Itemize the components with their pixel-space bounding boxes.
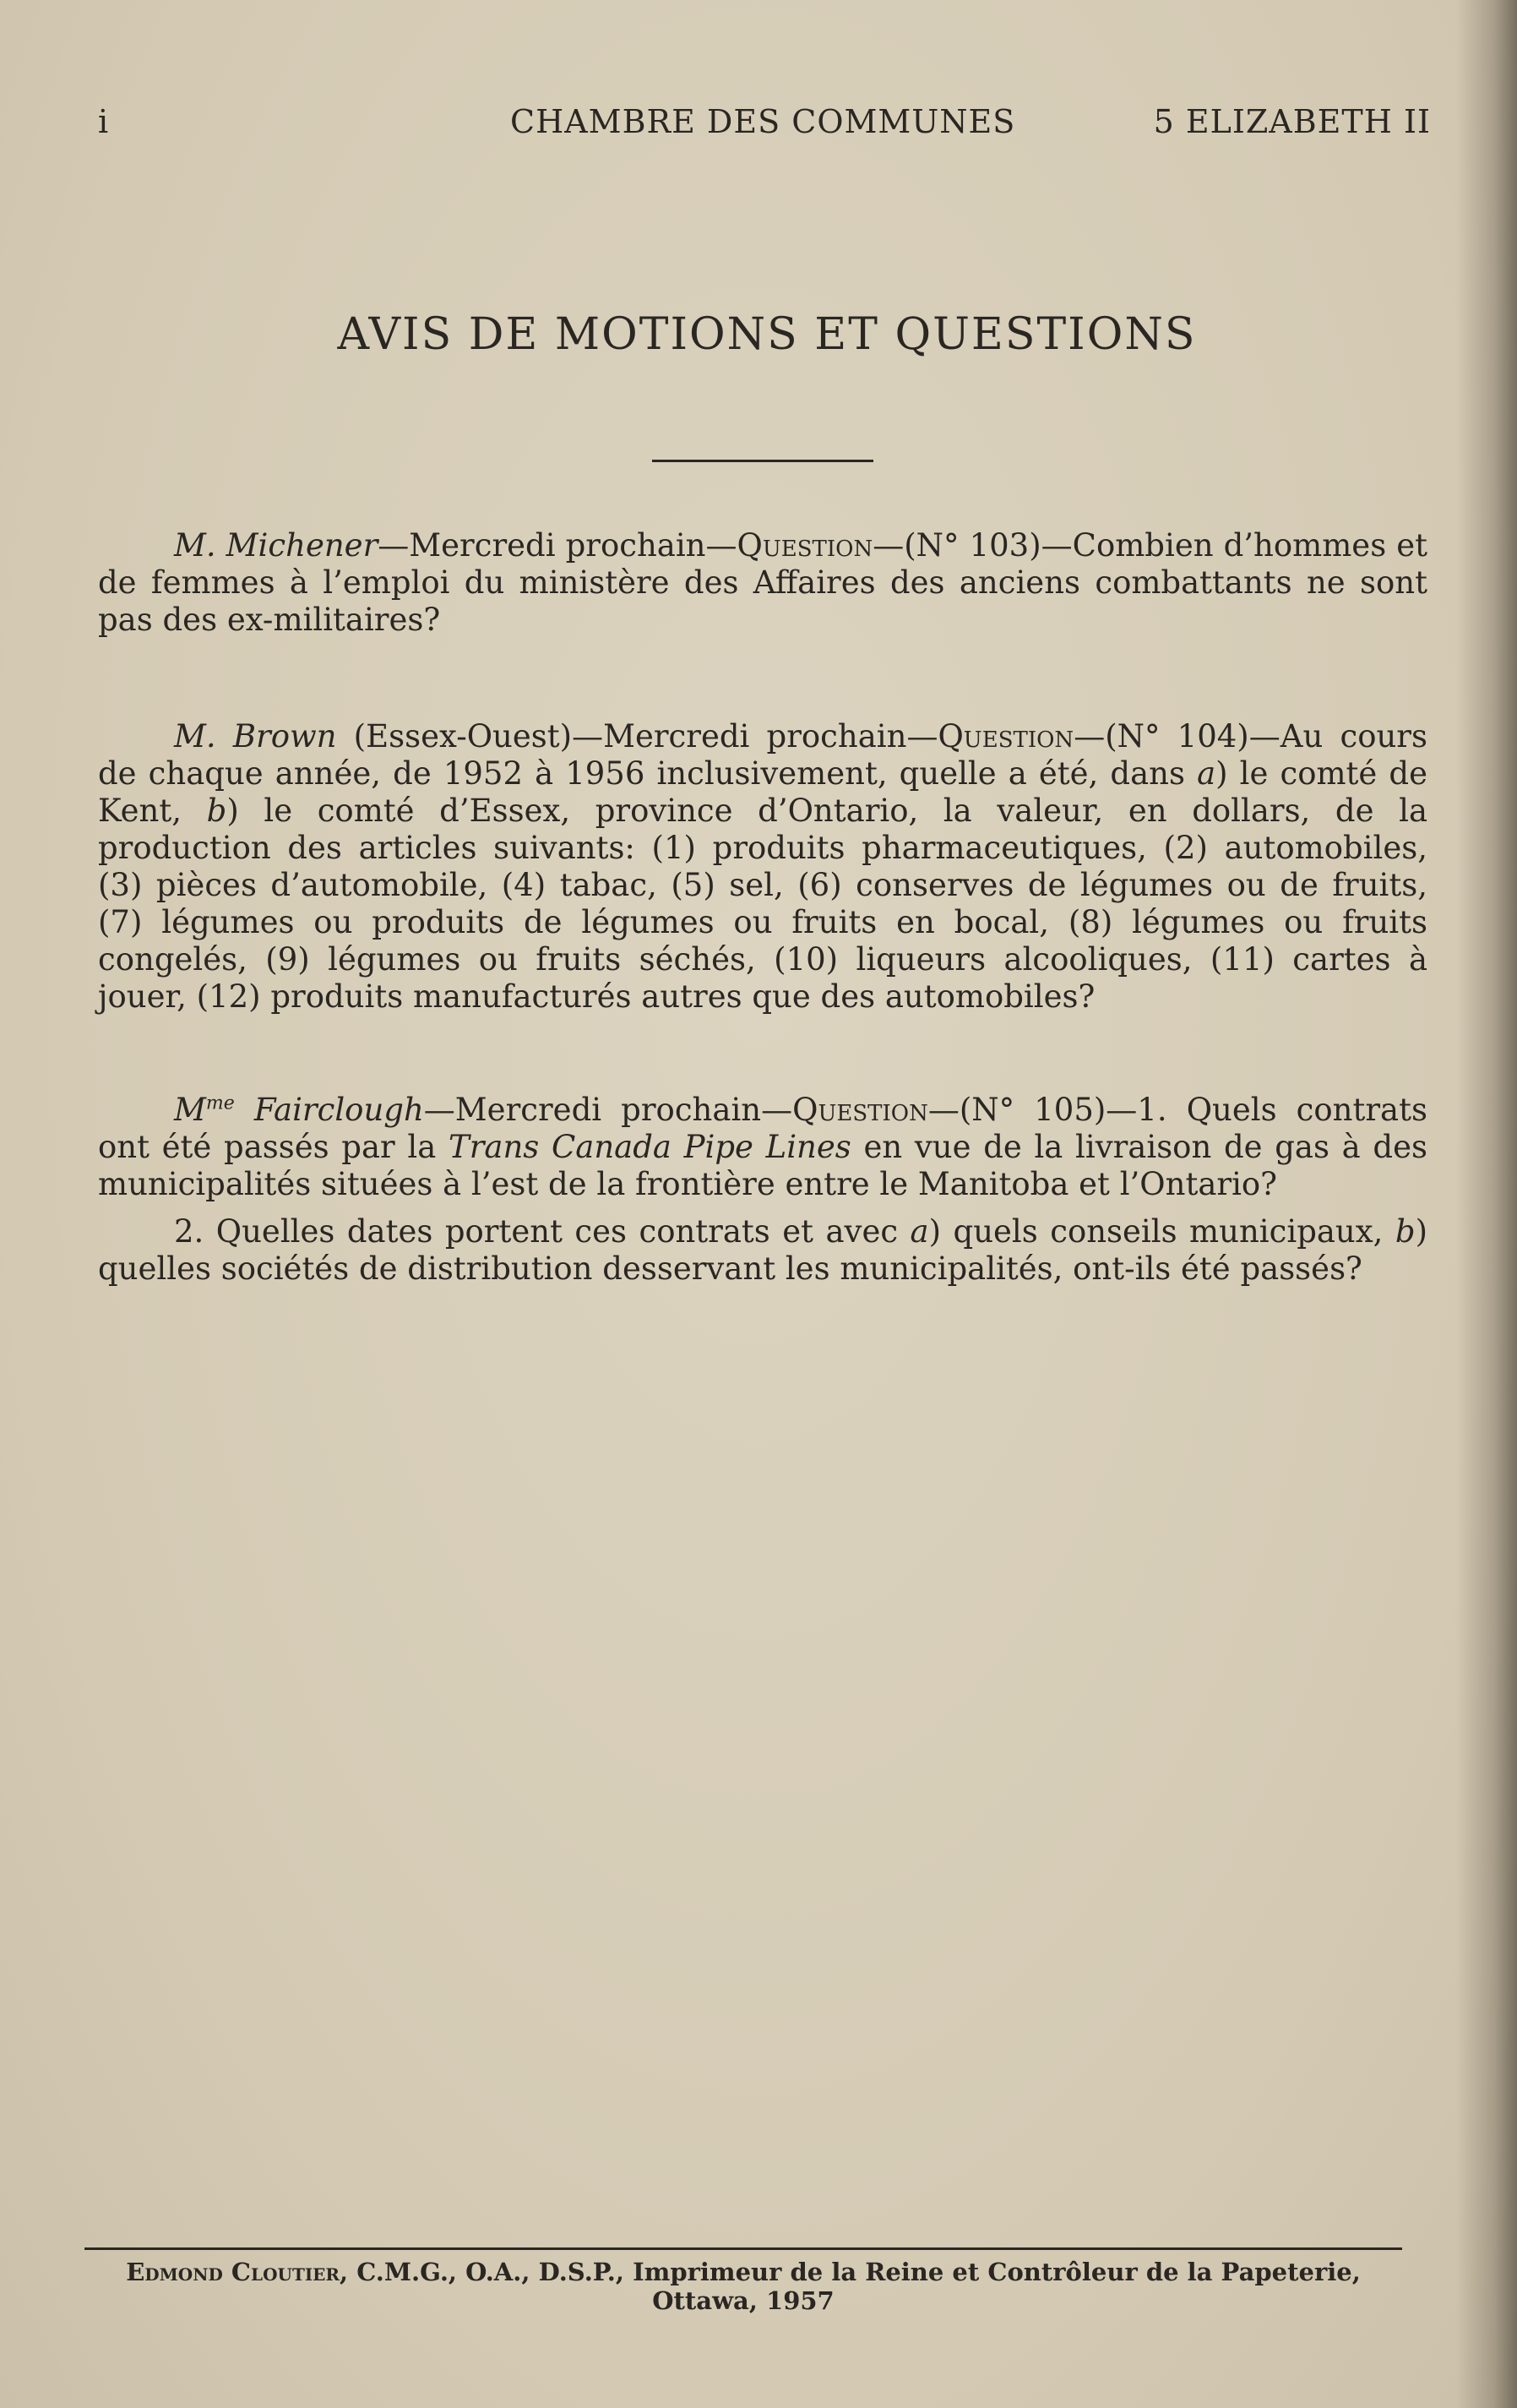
printer-name: Edmond Cloutier: [126, 2258, 340, 2286]
question-day: —Mercredi prochain—: [572, 718, 938, 755]
member-prefix: M: [174, 1092, 206, 1128]
question-kind: Question: [938, 718, 1074, 755]
member-surname: Fairclough: [234, 1092, 424, 1128]
printer-title: , C.M.G., O.A., D.S.P., Imprimeur de la Reine et Contrôleur de la Papeterie,: [340, 2258, 1361, 2286]
question-text: ) le comté d’Essex, province d’Ontario, la valeur, en dollars, de la production des articles suivants: (1) produits pharmaceutiques, (2) automobiles, (3) pièces d’automobile, (4) tabac, (5) sel, (6) conserves de légumes ou de fruits, (7) légumes ou produits de légumes ou fruits en bocal, (8) légumes ou fruits congelés, (9) légumes ou fruits séchés, (10) liqueurs alcooliques, (11) cartes à jouer, (12) produits manufacturés autres que des automobiles?: [98, 793, 1428, 1015]
question-paragraph: [98, 718, 1427, 1016]
question-paragraph: [98, 527, 1427, 639]
printer-imprint: [84, 2258, 1402, 2315]
member-name: M. Brown: [174, 718, 337, 755]
question-text: Combien d’hommes et de femmes à l’emploi du ministère des Affaires des anciens combattants ne sont pas des ex-militaires?: [98, 527, 1427, 638]
question-kind: Question: [792, 1092, 928, 1128]
question-text: ) le comté de Kent,: [98, 755, 1427, 829]
question-text: en vue de la livraison de gas à des municipalités situées à l’est de la frontière entre le Manitoba et l’Ontario?: [98, 1129, 1427, 1202]
question-day: —Mercredi prochain—: [423, 1092, 793, 1128]
page-title: AVIS DE MOTIONS ET QUESTIONS: [337, 309, 1197, 360]
page-number: i: [98, 103, 110, 140]
title-divider: [652, 460, 873, 462]
question-text: 1. Quels contrats ont été passés par la: [98, 1092, 1427, 1165]
member-name: M. Michener: [174, 527, 378, 564]
session-label: 5 ELIZABETH II: [1153, 103, 1431, 140]
question-kind: Question: [737, 527, 873, 564]
enumeration-mark: a: [1197, 755, 1216, 792]
question-paragraph: [98, 1092, 1427, 1203]
enumeration-mark: b: [206, 793, 227, 829]
question-number: —(N° 104)—: [1074, 718, 1280, 755]
question-number: —(N° 103)—: [873, 527, 1073, 564]
question-day: —Mercredi prochain—: [378, 527, 737, 564]
imprint-divider: [84, 2247, 1402, 2250]
member-name: [174, 1092, 424, 1128]
question-paragraph: [98, 1213, 1427, 1288]
question-105: [98, 1092, 1427, 1288]
running-header: [98, 103, 1431, 145]
question-number: —(N° 105)—: [927, 1092, 1138, 1128]
question-text: Au cours de chaque année, de 1952 à 1956 inclusivement, quelle a été, dans: [98, 718, 1427, 792]
question-text: ) quels conseils municipaux,: [928, 1213, 1395, 1250]
company-name: Trans Canada Pipe Lines: [449, 1129, 851, 1165]
enumeration-mark: b: [1395, 1213, 1416, 1250]
question-103: [98, 527, 1427, 639]
publication-title: CHAMBRE DES COMMUNES: [510, 103, 1016, 140]
question-text: 2. Quelles dates portent ces contrats et avec: [174, 1213, 911, 1250]
enumeration-mark: a: [910, 1213, 929, 1250]
member-prefix-sup: me: [205, 1092, 235, 1114]
question-104: [98, 718, 1427, 1016]
imprint-place-date: Ottawa, 1957: [652, 2286, 835, 2315]
member-riding: (Essex-Ouest): [336, 718, 573, 755]
question-text: ) quelles sociétés de distribution desservant les municipalités, ont-ils été passés?: [98, 1213, 1427, 1287]
